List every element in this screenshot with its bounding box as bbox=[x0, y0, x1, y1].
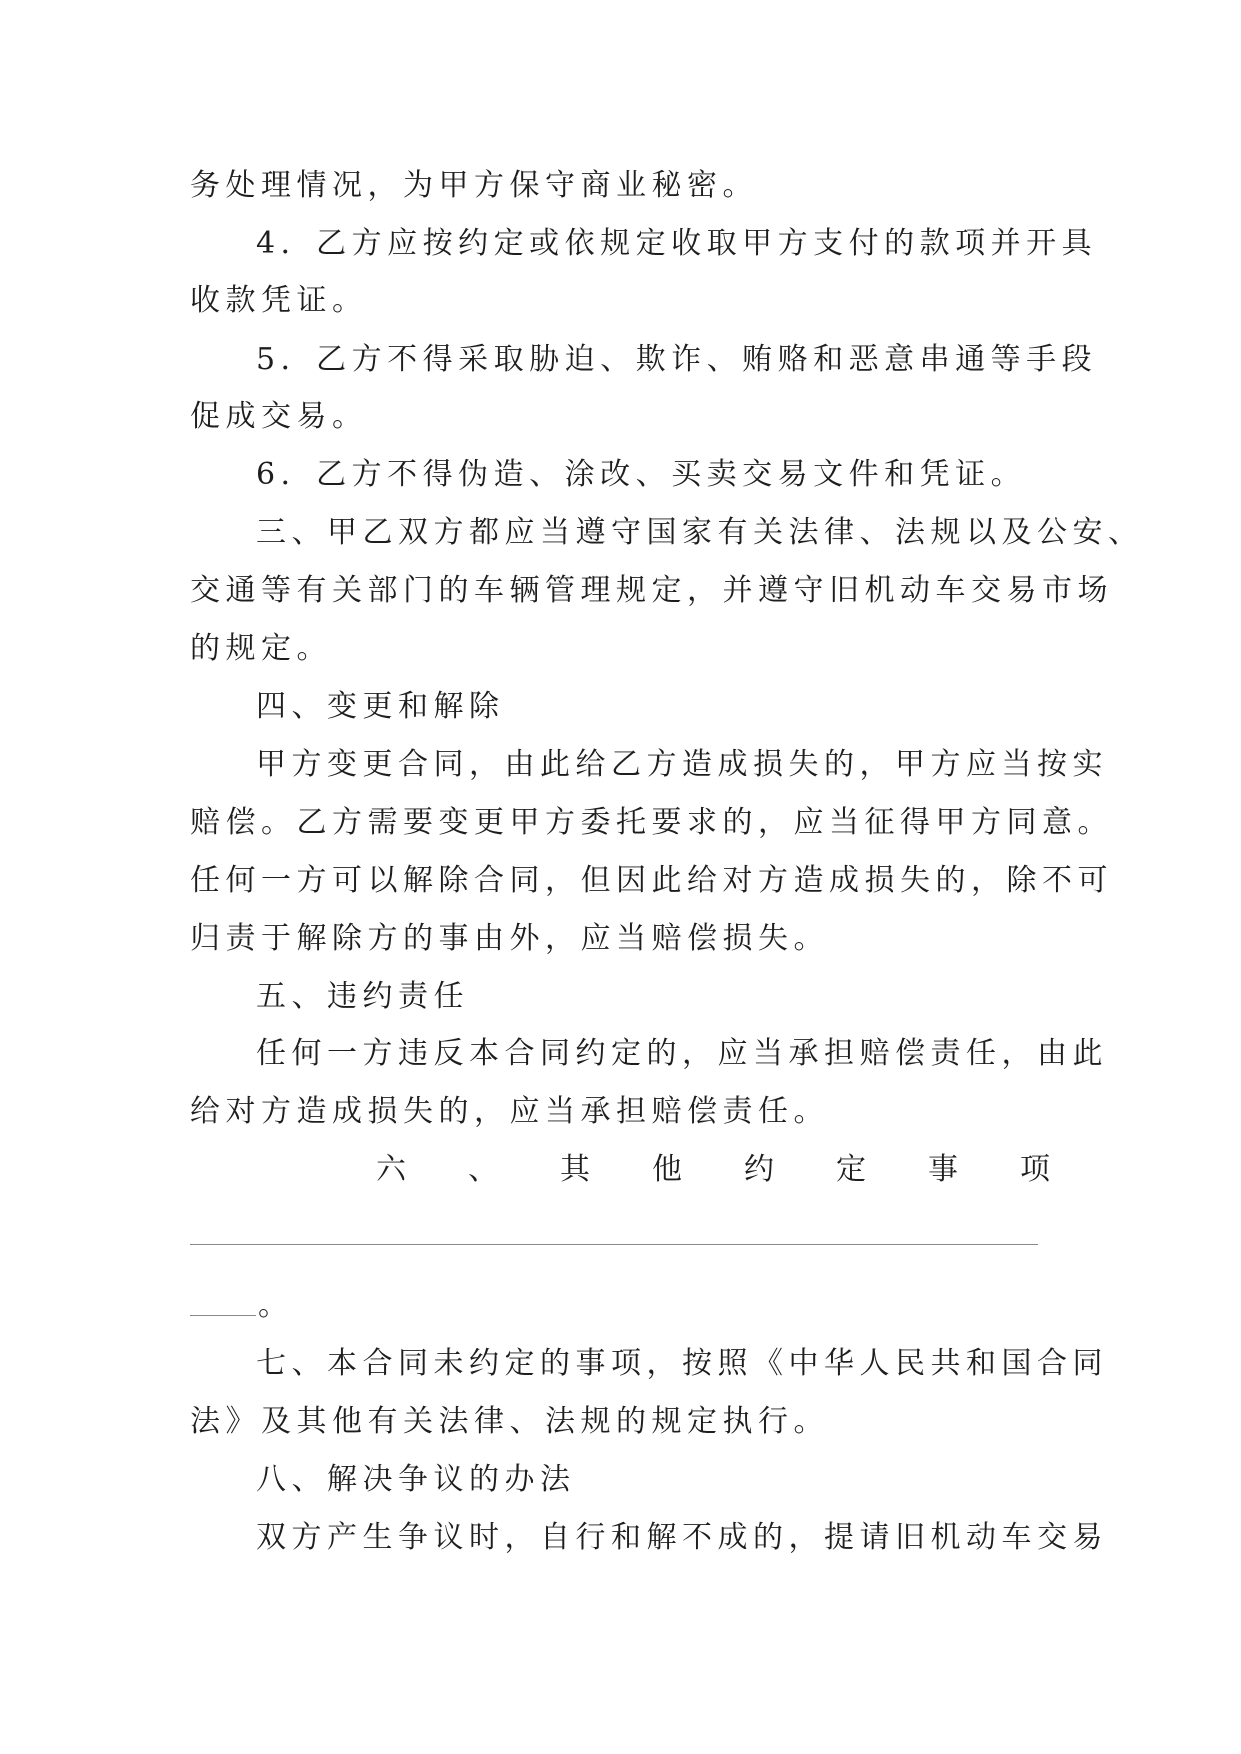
section6-char: 项 bbox=[1020, 1152, 1050, 1187]
blank-fill-period: 。 bbox=[258, 1288, 294, 1323]
section6-char: 约 bbox=[744, 1152, 774, 1187]
text-line-21: 法》及其他有关法律、法规的规定执行。 bbox=[190, 1404, 829, 1439]
text-line-12: 赔偿。乙方需要变更甲方委托要求的，应当征得甲方同意。 bbox=[190, 805, 1113, 840]
blank-fill-short-line bbox=[190, 1315, 256, 1316]
text-line-5: 促成交易。 bbox=[190, 399, 368, 434]
text-line-6: 6．乙方不得伪造、涂改、买卖交易文件和凭证。 bbox=[256, 457, 1027, 492]
text-line-1: 务处理情况，为甲方保守商业秘密。 bbox=[190, 168, 758, 203]
text-line-16: 任何一方违反本合同约定的，应当承担赔偿责任，由此 bbox=[256, 1036, 1108, 1071]
section-heading-5: 五、违约责任 bbox=[256, 979, 469, 1014]
blank-fill-end bbox=[190, 1286, 1050, 1326]
text-line-7: 三、甲乙双方都应当遵守国家有关法律、法规以及公安、 bbox=[256, 515, 1144, 550]
text-line-17: 给对方造成损失的，应当承担赔偿责任。 bbox=[190, 1094, 829, 1129]
text-line-2: 4．乙方应按约定或依规定收取甲方支付的款项并开具 bbox=[256, 226, 1098, 261]
text-line-11: 甲方变更合同，由此给乙方造成损失的，甲方应当按实 bbox=[256, 747, 1108, 782]
text-line-9: 的规定。 bbox=[190, 631, 332, 666]
blank-fill-line bbox=[190, 1244, 1038, 1245]
section6-char: 他 bbox=[652, 1152, 682, 1187]
section6-char: 其 bbox=[560, 1152, 590, 1187]
section-heading-6 bbox=[190, 1150, 1050, 1190]
text-line-13: 任何一方可以解除合同，但因此给对方造成损失的，除不可 bbox=[190, 863, 1113, 898]
text-line-20: 七、本合同未约定的事项，按照《中华人民共和国合同 bbox=[256, 1346, 1108, 1381]
section6-char: 六 bbox=[376, 1152, 406, 1187]
section6-char: 定 bbox=[836, 1152, 866, 1187]
section-heading-4: 四、变更和解除 bbox=[256, 689, 505, 724]
section-heading-8: 八、解决争议的办法 bbox=[256, 1462, 576, 1497]
text-line-14: 归责于解除方的事由外，应当赔偿损失。 bbox=[190, 921, 829, 956]
text-line-8: 交通等有关部门的车辆管理规定，并遵守旧机动车交易市场 bbox=[190, 573, 1113, 608]
text-line-4: 5．乙方不得采取胁迫、欺诈、贿赂和恶意串通等手段 bbox=[256, 342, 1098, 377]
text-line-23: 双方产生争议时，自行和解不成的，提请旧机动车交易 bbox=[256, 1520, 1108, 1555]
section6-char: 事 bbox=[928, 1152, 958, 1187]
text-line-3: 收款凭证。 bbox=[190, 283, 368, 318]
section6-char: 、 bbox=[468, 1152, 498, 1187]
